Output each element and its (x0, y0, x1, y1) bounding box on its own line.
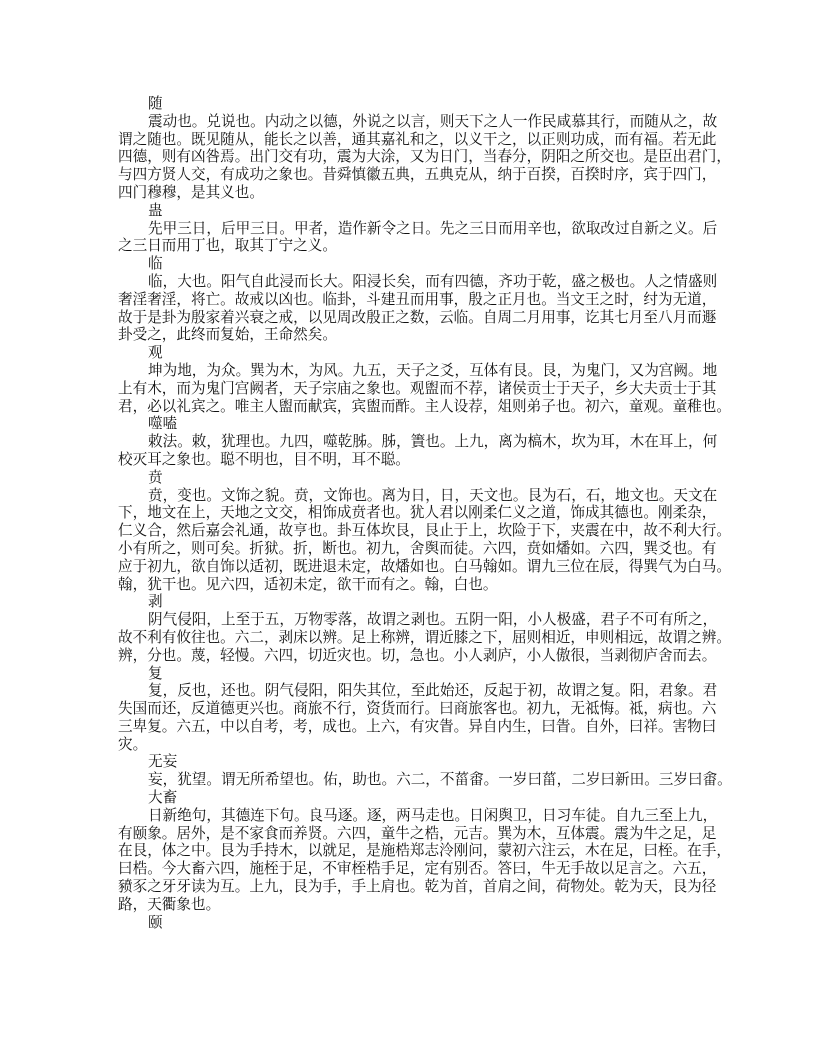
section-heading: 观 (148, 344, 163, 362)
section-heading: 大畜 (148, 789, 178, 807)
text-line: 三卑复。六五，中以自考，考，成也。上六，有灾眚。异自内生，曰眚。自外，曰祥。害物曰 (118, 717, 717, 735)
text-line: 下，地文在上，天地之文交，相饰成贲者也。犹人君以刚柔仁义之道，饰成其德也。刚柔杂， (118, 504, 717, 522)
section-heading: 随 (148, 95, 163, 112)
text-line: 日新绝句，其德连下句。良马逐。逐，两马走也。日闲舆卫，日习车徒。自九三至上九， (148, 806, 718, 824)
text-line: 复，反也，还也。阴气侵阳，阳失其位，至此始还，反起于初，故谓之复。阳，君象。君 (148, 682, 718, 700)
text-line: 坤为地，为众。巽为木，为风。九五，天子之爻，互体有艮。艮，为鬼门，又为宫阙。地 (148, 361, 718, 379)
text-line: 在艮，体之中。艮为手持木，以就足，是施梏郑志泠刚问，蒙初六注云，木在足，曰桎。在手， (118, 842, 731, 860)
text-line: 小有所之，则可矣。折狱。折，断也。初九，舍舆而徒。六四，贲如燔如。六四，巽爻也。有 (118, 539, 717, 557)
text-line: 君，必以礼宾之。唯主人盥而献宾，宾盥而酢。主人设荐，俎则弟子也。初六，童观。童稚也。 (118, 397, 731, 415)
text-line: 之三日而用丁也，取其丁宁之义。 (118, 237, 337, 255)
text-line: 豮豕之牙牙读为互。上九，艮为手，手上肩也。乾为首，首肩之间，荷物处。乾为天，艮为径 (118, 878, 717, 896)
text-line: 与四方贤人交，有成功之象也。昔舜慎徽五典，五典克从，纳于百揆，百揆时序，宾于四门， (118, 166, 717, 184)
text-line: 有颐象。居外，是不家食而养贤。六四，童牛之梏，元吉。巽为木，互体震。震为牛之足，足 (118, 824, 717, 842)
text-line: 翰，犹干也。见六四，适初未定，欲干而有之。翰，白也。 (118, 575, 498, 593)
text-line: 妄，犹望。谓无所希望也。佑，助也。六二，不菑畬。一岁曰菑，二岁曰新田。三岁曰畬。 (148, 771, 732, 789)
text-line: 失国而还，反道德更兴也。商旅不行，资货而行。曰商旅客也。初九，无祗悔。祗，病也。六 (118, 700, 717, 718)
text-line: 仁义合，然后嘉会礼通，故亨也。卦互体坎艮，艮止于上，坎险于下，夹震在中，故不利大行。 (118, 522, 731, 540)
section-heading: 蛊 (148, 201, 163, 219)
text-line: 敕法。敕，犹理也。九四，噬乾胏。胏，簀也。上九，离为槁木，坎为耳，木在耳上，何 (148, 433, 718, 451)
text-line: 四德，则有凶咎焉。出门交有功，震为大涂，又为日门，当春分，阴阳之所交也。是臣出君门， (118, 148, 731, 166)
text-line: 阴气侵阳，上至于五，万物零落，故谓之剥也。五阴一阳，小人极盛，君子不可有所之， (148, 611, 718, 629)
section-heading: 剥 (148, 593, 163, 611)
text-line: 临，大也。阳气自此浸而长大。阳浸长矣，而有四德，齐功于乾，盛之极也。人之情盛则 (148, 272, 718, 290)
text-line: 路，天衢象也。 (118, 895, 221, 913)
text-line: 奢淫奢淫，将亡。故戒以凶也。临卦，斗建丑而用事，殷之正月也。当文王之时，纣为无道， (118, 290, 717, 308)
section-heading: 复 (148, 664, 163, 682)
section-heading: 贲 (148, 468, 163, 486)
text-line: 故于是卦为殷家着兴衰之戒，以见周改殷正之数，云临。自周二月用事，讫其七月至八月而遯 (118, 308, 717, 326)
text-line: 灾。 (118, 735, 148, 753)
section-heading: 临 (148, 255, 163, 273)
text-line: 曰梏。今大畜六四，施桎于足，不审桎梏手足，定有别否。答曰，牛无手故以足言之。六五， (118, 860, 717, 878)
text-line: 先甲三日，后甲三日。甲者，造作新令之日。先之三日而用辛也，欲取改过自新之义。后 (148, 219, 718, 237)
text-line: 谓之随也。既见随从，能长之以善，通其嘉礼和之，以义干之，以正则功成，而有福。若无此 (118, 130, 717, 148)
text-line: 卦受之，此终而复始，王命然矣。 (118, 326, 337, 344)
text-line: 上有木，而为鬼门宫阙者，天子宗庙之象也。观盥而不荐，诸侯贡士于天子，乡大夫贡士于其 (118, 379, 717, 397)
text-line: 故不利有攸往也。六二，剥床以辨。足上称辨，谓近膝之下，屈则相近，申则相远，故谓之辨。 (118, 628, 731, 646)
text-line: 应于初九，欲自饰以适初，既进退未定，故燔如也。白马翰如。谓九三位在辰，得巽气为白马。 (118, 557, 731, 575)
document-body (118, 95, 732, 931)
section-heading: 噬嗑 (148, 415, 178, 433)
text-line: 校灭耳之象也。聪不明也，目不明，耳不聪。 (118, 450, 410, 468)
text-line: 贲，变也。文饰之貌。贲，文饰也。离为日，日，天文也。艮为石，石，地文也。天文在 (148, 486, 718, 504)
text-line: 震动也。兑说也。内动之以德，外说之以言，则天下之人一作民咸慕其行，而随从之，故 (148, 112, 718, 130)
text-line: 四门穆穆，是其义也。 (118, 183, 264, 201)
section-heading: 颐 (148, 913, 163, 931)
text-line: 辨，分也。蔑，轻慢。六四，切近灾也。切，急也。小人剥庐，小人傲很，当剥彻庐舍而去。 (118, 646, 717, 664)
section-heading: 无妄 (148, 753, 178, 771)
